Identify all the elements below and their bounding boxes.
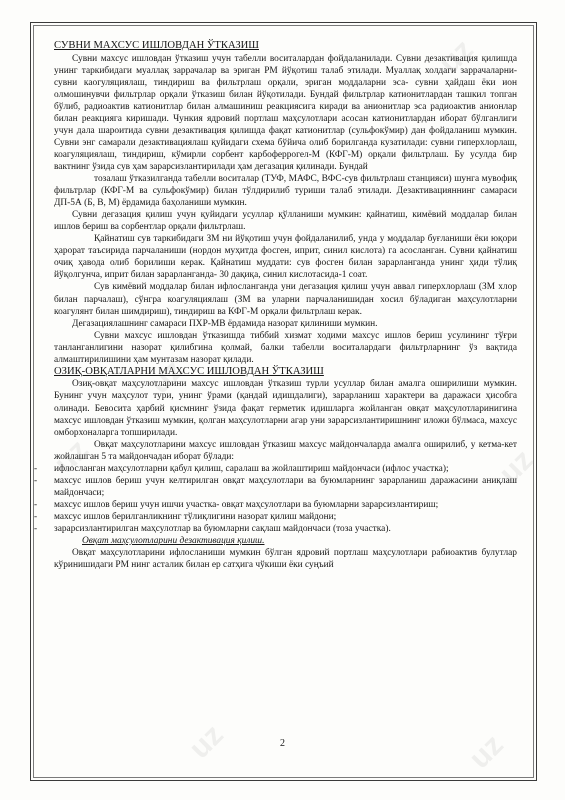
paragraph: Озиқ-овқат маҳсулотларини махсус ишловдан ўтказиш турли усуллар билан амалга оширилиши мумкин. Бунинг учун маҳсулот тури, унинг ўрами (қандай идишдалиги), зарарланиш характери ва даражаси ҳисобга олинади. Бевосита ҳарбий қисмнинг ўзида фақат герметик идишларга жойланган овқат маҳсулотларинигина махсус ишловдан ўтказиш мумкин, қолган маҳсулотларни агар уни зарарсизлантиришнинг иложи бўлмаса, махсус омборхоналарга топширилади.: [54, 379, 517, 438]
list: [54, 463, 517, 535]
paragraph: Сувни махсус ишловдан ўтказишда тиббий хизмат ходими махсус ишлов бериш усулининг тўғри танланганлигини назорат қилибгина қолмай, балки табелли воситалардаги фильтрларнинг ўз вақтида алмаштирилишини ҳам мунтазам назорат қилади.: [54, 330, 517, 365]
watermark: uz: [432, 33, 480, 81]
watermark: uz: [47, 433, 95, 481]
paragraph: тозалаш ўтказилганда табелли воситалар (ТУФ, МАФС, ВФС-сув фильтрлаш станцияси) шунга мувофиқ фильтрлар (КФГ-М ва сульфокўмир) билан тўлдирилиб туриши талаб этилади. Дезактивацияннинг самараси ДП-5А (Б, В, М) ёрдамида баҳоланиши мумкин.: [54, 174, 517, 209]
watermark: uz: [462, 728, 510, 776]
list-item: - ифлосланган маҳсулотларни қабул қилиш, саралаш ва жойлаштириш майдончаси (ифлос участка);: [54, 463, 517, 475]
paragraph: Дегазациялашнинг самараси ПХР-МВ ёрдамида назорат қилиниши мумкин.: [72, 318, 378, 329]
subheading-caption: Овқат маҳсулотларини дезактивация қилиш.: [82, 536, 265, 547]
paragraph: Қайнатиш сув таркибидаги ЗМ ни йўқотиш учун фойдаланилиб, унда у моддалар буғланиши ёки юқори ҳарорат таъсирида парчаланиши (нордон муҳитда фосген, иприт, синил кислота) га асосланган. Сувни қайнатиш очиқ ҳавода олиб борилиши керак. Қайнатиш муддати: сув фосген билан зарарланганда унинг ҳиди тўлиқ йўқолгунча, иприт билан зарарланганда- 30 дақиқа, синил кислотасида-1 соат.: [54, 234, 517, 281]
list-item: - зарарсизлантирилган маҳсулотлар ва буюмларни сақлаш майдончаси (тоза участка).: [54, 523, 517, 535]
watermark: uz: [182, 718, 230, 766]
paragraph: Сув кимёвий моддалар билан ифлосланганда уни дегазация қилиш учун аввал гиперхлорлаш (ЗМ хлор билан парчалаш), сўнгра коагуляциялаш (ЗМ ва уларни парчаланишидан хосил бўладиган маҳсулотларни коагулянт билан шимдириш), тиндириш ва КФГ-М орқали фильтрлаш керак.: [54, 282, 517, 317]
paragraph: Сувни дегазация қилиш учун қуйидаги усуллар қўлланиши мумкин: қайнатиш, кимёвий моддалар билан ишлов бериш ва сорбентлар орқали фильтрлаш.: [54, 210, 517, 233]
section-title: СУВНИ МАХСУС ИШЛОВДАН ЎТКАЗИШ: [54, 40, 259, 51]
list-item: - махсус ишлов бериш учун келтирилган овқат маҳсулотлари ва буюмларнинг зарарланиш даражасини аниқлаш майдончаси;: [54, 475, 517, 499]
watermark: uz: [492, 443, 540, 491]
paragraph: Овқат маҳсулотларини махсус ишловдан ўтказиш махсус майдончаларда амалга оширилиб, у кетма-кет жойлашган 5 та майдончадан иборат бўлади:: [54, 439, 517, 462]
list-item: - махсус ишлов бериш учун ишчи участка- овқат маҳсулотлари ва буюмларни зарарсизлантириш;: [54, 499, 517, 511]
document-body: [54, 40, 517, 571]
list-item: - махсус ишлов берилганликнинг тўлиқлигини назорат қилиш майдони;: [54, 511, 517, 523]
section-title: ОЗИҚ-ОВҚАТЛАРНИ МАХСУС ИШЛОВДАН ЎТКАЗИШ: [54, 365, 324, 377]
paragraph: Сувни махсус ишловдан ўтказиш учун табелли воситалардан фойдаланилади. Сувни дезактивация қилишда унинг таркибидаги муаллақ заррачалар ва эриган РМ йўқотиш талаб этилади. Муаллақ холдаги заррачаларни- сувни каогуляциялаш, тиндириш ва фильтрлаш орқали, эриган моддаларни эса- сувни ҳайдаш ёки ион олмошинувчи фильтрлар орқали ўтказиш билан йўқотилади. Бундай фильтрлар катионитлардан ташкил топган бўлиб, радиоактив катионитлар билан алмашиниш реакциясига киради ва анионитлар эса радиоактив анионлар билан реакцияга киришади. Чункия ядровий портлаш маҳсулотлари асосан катионитлардан иборат бўлганлиги учун дала шароитида сувни дезактивация қилишда фақат катионитлар (сульфокўмир) дан фойдаланиш мумкин. Сувни энг самарали дезактивациялаш қуйидаги схема бўйича олиб борилганда кузатилади: сувни гиперхлорлаш, коагуляциялаш, тиндириш, кўмирли сорбент карбоферрогел-М (КФГ-М) орқали фильтрлаш. Бу усулда бир вактнинг ўзида сув ҳам зарарсизлантирилади ҳам дегазация қилинади. Бундай: [54, 53, 517, 173]
watermark: uz: [142, 353, 190, 401]
page-number: 2: [280, 738, 285, 749]
paragraph: Овқат маҳсулотларини ифлосланиши мумкин бўлган ядровий портлаш маҳсулотлари рабиоактив булутлар кўринишидаги РМ нинг асталик билан ер сатҳига чўкиши ёки суңъий: [54, 548, 517, 571]
